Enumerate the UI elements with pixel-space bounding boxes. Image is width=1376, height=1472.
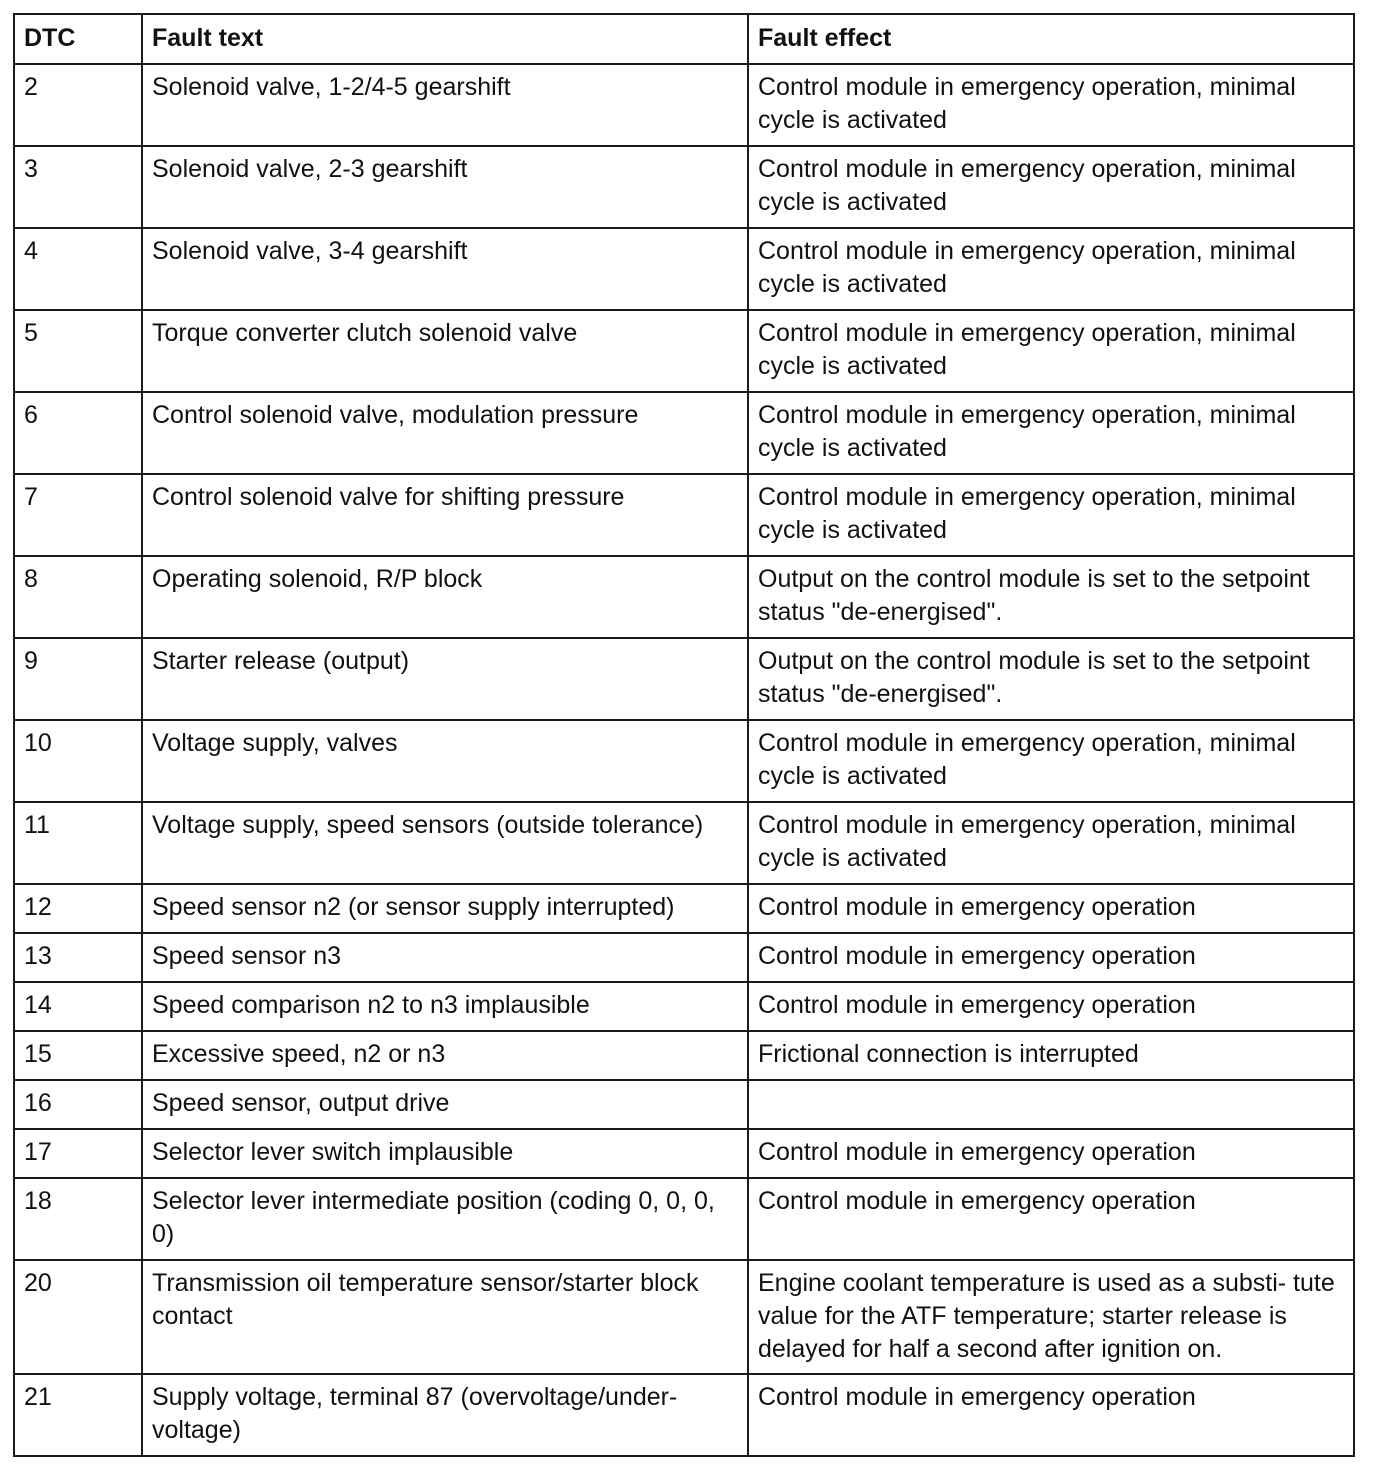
dtc-cell: 13 <box>14 933 142 982</box>
dtc-cell: 11 <box>14 802 142 884</box>
fault-effect-cell: Control module in emergency operation <box>748 1374 1354 1456</box>
fault-effect-cell: Engine coolant temperature is used as a substi- tute value for the ATF temperature; starter release is delayed for half a second after ignition on. <box>748 1260 1354 1374</box>
fault-text-cell: Solenoid valve, 2-3 gearshift <box>142 146 748 228</box>
page <box>13 13 1353 1457</box>
fault-text-cell: Speed sensor n3 <box>142 933 748 982</box>
fault-text-cell: Speed sensor n2 (or sensor supply interrupted) <box>142 884 748 933</box>
dtc-cell: 8 <box>14 556 142 638</box>
dtc-cell: 4 <box>14 228 142 310</box>
fault-text-cell: Transmission oil temperature sensor/starter block contact <box>142 1260 748 1374</box>
table-row <box>14 392 1354 474</box>
dtc-table <box>13 13 1355 1457</box>
fault-text-cell: Supply voltage, terminal 87 (overvoltage/under- voltage) <box>142 1374 748 1456</box>
dtc-cell: 15 <box>14 1031 142 1080</box>
table-row <box>14 228 1354 310</box>
table-row <box>14 1080 1354 1129</box>
dtc-cell: 2 <box>14 64 142 146</box>
fault-effect-cell: Control module in emergency operation <box>748 982 1354 1031</box>
fault-text-cell: Selector lever switch implausible <box>142 1129 748 1178</box>
table-row <box>14 556 1354 638</box>
table-row <box>14 1374 1354 1456</box>
table-row <box>14 1260 1354 1374</box>
fault-effect-cell: Control module in emergency operation, minimal cycle is activated <box>748 146 1354 228</box>
table-row <box>14 310 1354 392</box>
header-dtc: DTC <box>14 14 142 64</box>
fault-text-cell: Control solenoid valve, modulation pressure <box>142 392 748 474</box>
table-row <box>14 982 1354 1031</box>
fault-text-cell: Solenoid valve, 3-4 gearshift <box>142 228 748 310</box>
fault-effect-cell: Control module in emergency operation <box>748 1129 1354 1178</box>
dtc-cell: 16 <box>14 1080 142 1129</box>
table-row <box>14 802 1354 884</box>
header-fault-effect: Fault effect <box>748 14 1354 64</box>
dtc-cell: 20 <box>14 1260 142 1374</box>
fault-effect-cell <box>748 1080 1354 1129</box>
table-row <box>14 474 1354 556</box>
fault-text-cell: Speed comparison n2 to n3 implausible <box>142 982 748 1031</box>
fault-effect-cell: Output on the control module is set to the setpoint status "de-energised". <box>748 556 1354 638</box>
table-row <box>14 720 1354 802</box>
fault-effect-cell: Control module in emergency operation <box>748 1178 1354 1260</box>
dtc-cell: 9 <box>14 638 142 720</box>
dtc-cell: 7 <box>14 474 142 556</box>
fault-effect-cell: Control module in emergency operation <box>748 884 1354 933</box>
table-row <box>14 933 1354 982</box>
dtc-cell: 18 <box>14 1178 142 1260</box>
table-row <box>14 1178 1354 1260</box>
header-row <box>14 14 1354 64</box>
fault-effect-cell: Output on the control module is set to the setpoint status "de-energised". <box>748 638 1354 720</box>
table-row <box>14 1129 1354 1178</box>
table-row <box>14 146 1354 228</box>
table-row <box>14 638 1354 720</box>
fault-text-cell: Operating solenoid, R/P block <box>142 556 748 638</box>
fault-effect-cell: Control module in emergency operation, minimal cycle is activated <box>748 802 1354 884</box>
fault-effect-cell: Control module in emergency operation, minimal cycle is activated <box>748 228 1354 310</box>
dtc-cell: 12 <box>14 884 142 933</box>
fault-text-cell: Excessive speed, n2 or n3 <box>142 1031 748 1080</box>
fault-text-cell: Speed sensor, output drive <box>142 1080 748 1129</box>
dtc-cell: 6 <box>14 392 142 474</box>
dtc-cell: 14 <box>14 982 142 1031</box>
dtc-cell: 3 <box>14 146 142 228</box>
fault-text-cell: Control solenoid valve for shifting pressure <box>142 474 748 556</box>
fault-effect-cell: Control module in emergency operation, minimal cycle is activated <box>748 310 1354 392</box>
fault-effect-cell: Control module in emergency operation, minimal cycle is activated <box>748 64 1354 146</box>
dtc-cell: 5 <box>14 310 142 392</box>
fault-effect-cell: Control module in emergency operation <box>748 933 1354 982</box>
dtc-cell: 21 <box>14 1374 142 1456</box>
fault-effect-cell: Control module in emergency operation, minimal cycle is activated <box>748 392 1354 474</box>
table-row <box>14 1031 1354 1080</box>
fault-effect-cell: Control module in emergency operation, minimal cycle is activated <box>748 474 1354 556</box>
table-row <box>14 884 1354 933</box>
fault-text-cell: Voltage supply, valves <box>142 720 748 802</box>
fault-text-cell: Torque converter clutch solenoid valve <box>142 310 748 392</box>
fault-effect-cell: Frictional connection is interrupted <box>748 1031 1354 1080</box>
fault-text-cell: Selector lever intermediate position (coding 0, 0, 0, 0) <box>142 1178 748 1260</box>
fault-text-cell: Solenoid valve, 1-2/4-5 gearshift <box>142 64 748 146</box>
dtc-cell: 17 <box>14 1129 142 1178</box>
fault-effect-cell: Control module in emergency operation, minimal cycle is activated <box>748 720 1354 802</box>
dtc-cell: 10 <box>14 720 142 802</box>
header-fault-text: Fault text <box>142 14 748 64</box>
fault-text-cell: Voltage supply, speed sensors (outside tolerance) <box>142 802 748 884</box>
fault-text-cell: Starter release (output) <box>142 638 748 720</box>
table-row <box>14 64 1354 146</box>
